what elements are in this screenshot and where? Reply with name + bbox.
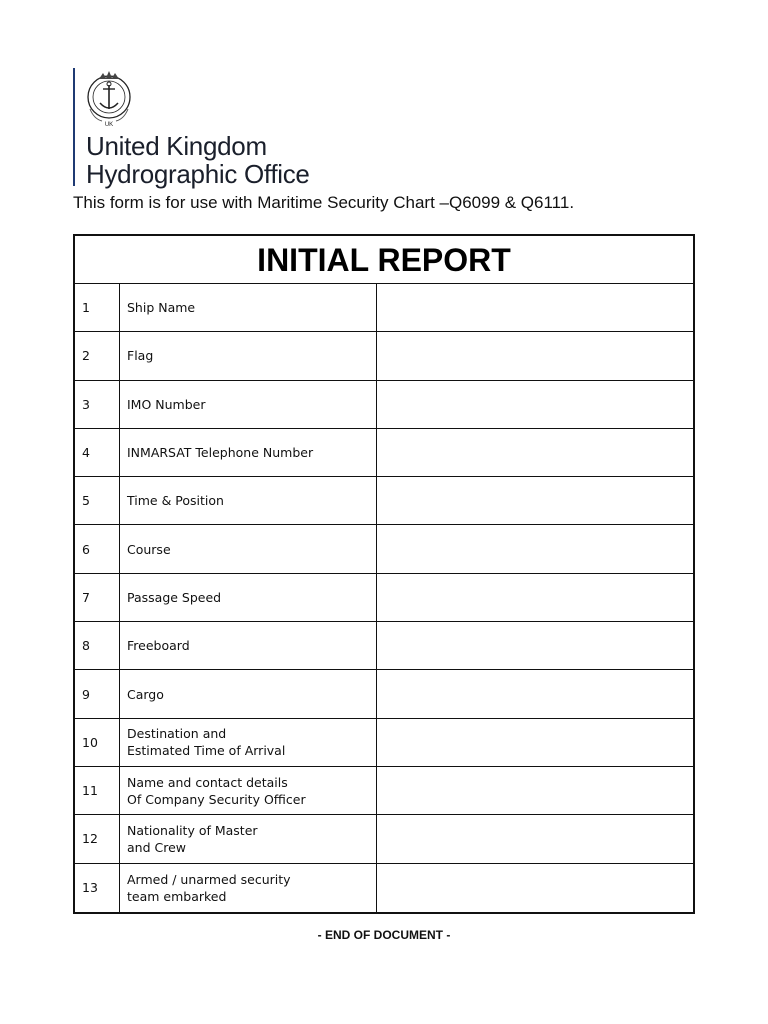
- row-number: 5: [75, 477, 120, 524]
- row-value-field[interactable]: [377, 815, 693, 862]
- table-row: [75, 670, 693, 718]
- row-label: Flag: [120, 332, 377, 379]
- row-number: 2: [75, 332, 120, 379]
- row-label: Armed / unarmed security team embarked: [120, 864, 377, 912]
- row-label: Time & Position: [120, 477, 377, 524]
- table-row: [75, 381, 693, 429]
- initial-report-form: [73, 234, 695, 914]
- row-value-field[interactable]: [377, 767, 693, 814]
- table-row: [75, 429, 693, 477]
- table-row: [75, 864, 693, 912]
- row-label: Name and contact details Of Company Security Officer: [120, 767, 377, 814]
- row-number: 7: [75, 574, 120, 621]
- row-label: IMO Number: [120, 381, 377, 428]
- table-row: [75, 767, 693, 815]
- intro-text: This form is for use with Maritime Security Chart –Q6099 & Q6111.: [73, 193, 575, 212]
- row-number: 1: [75, 284, 120, 331]
- row-label: Nationality of Master and Crew: [120, 815, 377, 862]
- table-row: [75, 815, 693, 863]
- row-number: 8: [75, 622, 120, 669]
- row-value-field[interactable]: [377, 525, 693, 572]
- row-label: Destination and Estimated Time of Arrival: [120, 719, 377, 766]
- form-title: INITIAL REPORT: [75, 236, 693, 284]
- row-value-field[interactable]: [377, 332, 693, 379]
- organization-name: [86, 132, 310, 188]
- row-value-field[interactable]: [377, 719, 693, 766]
- row-label: Ship Name: [120, 284, 377, 331]
- table-row: [75, 284, 693, 332]
- row-number: 4: [75, 429, 120, 476]
- row-label: Freeboard: [120, 622, 377, 669]
- row-number: 6: [75, 525, 120, 572]
- brand-divider: [73, 68, 75, 186]
- table-row: [75, 477, 693, 525]
- row-number: 11: [75, 767, 120, 814]
- row-label: Passage Speed: [120, 574, 377, 621]
- row-value-field[interactable]: [377, 477, 693, 524]
- row-value-field[interactable]: [377, 429, 693, 476]
- end-of-document: - END OF DOCUMENT -: [317, 928, 451, 942]
- row-label: Cargo: [120, 670, 377, 717]
- table-row: [75, 719, 693, 767]
- table-row: [75, 332, 693, 380]
- row-label: INMARSAT Telephone Number: [120, 429, 377, 476]
- row-number: 13: [75, 864, 120, 912]
- row-label: Course: [120, 525, 377, 572]
- form-rows: [75, 284, 693, 912]
- table-row: [75, 525, 693, 573]
- table-row: [75, 622, 693, 670]
- row-number: 12: [75, 815, 120, 862]
- row-value-field[interactable]: [377, 284, 693, 331]
- row-value-field[interactable]: [377, 381, 693, 428]
- row-value-field[interactable]: [377, 670, 693, 717]
- ukho-crest-icon: [84, 69, 134, 129]
- org-name-line2: Hydrographic Office: [86, 159, 310, 189]
- crest-text: UK: [104, 122, 114, 128]
- table-row: [75, 574, 693, 622]
- row-number: 9: [75, 670, 120, 717]
- row-value-field[interactable]: [377, 574, 693, 621]
- row-number: 10: [75, 719, 120, 766]
- row-value-field[interactable]: [377, 622, 693, 669]
- row-number: 3: [75, 381, 120, 428]
- org-name-line1: United Kingdom: [86, 131, 267, 161]
- row-value-field[interactable]: [377, 864, 693, 912]
